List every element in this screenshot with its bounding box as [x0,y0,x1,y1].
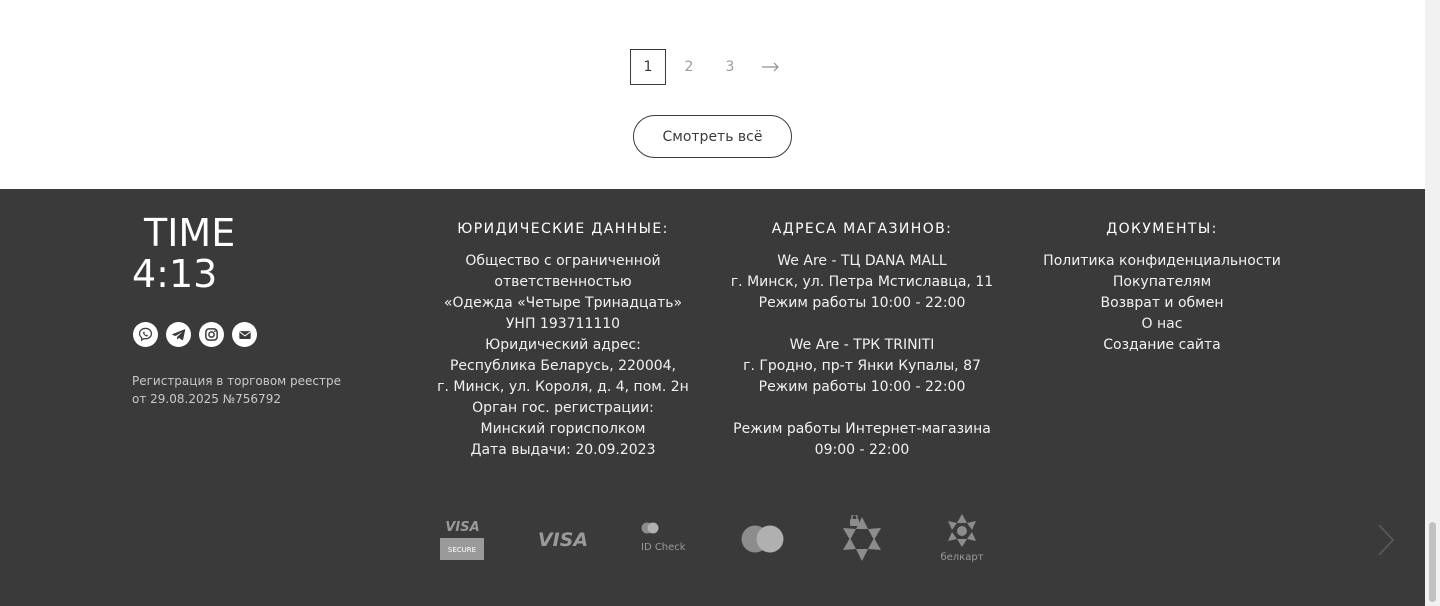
spacer [722,398,1002,419]
store-addresses-column [722,219,1002,461]
documents-column [1032,219,1292,356]
next-page-button[interactable] [753,49,789,85]
page-3-button[interactable]: 3 [725,59,735,75]
page-scrollbar[interactable] [1425,0,1440,606]
legal-line: Юридический адрес: [485,337,641,353]
social-links [133,322,265,347]
legal-line: Общество с ограниченной [465,253,661,269]
carousel-next-button[interactable] [1372,523,1398,561]
legal-line: Минский горисполком [480,421,646,437]
documents-title: ДОКУМЕНТЫ: [1106,221,1218,237]
about-link[interactable]: О нас [1141,316,1183,332]
trade-register-info [132,372,341,408]
store-1-hours: Режим работы 10:00 - 22:00 [758,295,966,311]
viber-icon [138,327,153,342]
legal-line: УНП 193711110 [505,316,621,332]
store-2-name: We Are - ТРК TRINITI [789,337,935,353]
legal-line: ответственностью [494,274,632,290]
email-link[interactable] [232,322,257,347]
chevron-right-icon [1372,523,1398,557]
products-pagination-area [0,0,1425,189]
legal-line: г. Минск, ул. Короля, д. 4, пом. 2н [437,379,689,395]
trade-register-line: Регистрация в торговом реестре [132,374,342,388]
belkart-secure-logo [838,514,886,564]
site-footer [0,189,1425,606]
site-creation-link[interactable]: Создание сайта [1103,337,1221,353]
belkart-text: белкарт [940,552,984,563]
store-2-address: г. Гродно, пр-т Янки Купалы, 87 [743,358,981,374]
trade-register-line: от 29.08.2025 №756792 [132,392,281,406]
brand-logo[interactable] [132,215,257,293]
visa-secure-logo [440,514,485,564]
id-check-text: ID Check [641,542,686,553]
page-1-button[interactable]: 1 [630,49,666,85]
online-store-hours-label: Режим работы Интернет-магазина [733,421,991,437]
store-1-name: We Are - ТЦ DANA MALL [777,253,947,269]
legal-info-column [432,219,694,461]
returns-link[interactable]: Возврат и обмен [1100,295,1224,311]
visa-text: VISA [538,529,588,551]
spacer [722,314,1002,335]
online-store-hours: 09:00 - 22:00 [814,442,910,458]
logo-line-2: 4:13 [132,252,218,293]
visa-secure-top-text: VISA [445,520,480,535]
logo-line-1: TIME [144,215,236,255]
email-icon [238,328,252,342]
pagination [630,49,789,85]
store-2-hours: Режим работы 10:00 - 22:00 [758,379,966,395]
telegram-icon [171,327,186,342]
legal-line: Республика Беларусь, 220004, [449,358,677,374]
for-customers-link[interactable]: Покупателям [1112,274,1212,290]
legal-line: «Одежда «Четыре Тринадцать» [443,295,683,311]
arrow-right-icon [762,62,780,72]
store-1-address: г. Минск, ул. Петра Мстиславца, 11 [730,274,994,290]
scrollbar-thumb[interactable] [1429,522,1436,602]
legal-line: Дата выдачи: 20.09.2023 [470,442,656,458]
mastercard-logo [738,514,788,564]
mastercard-id-check-logo [638,514,688,564]
belkart-logo [937,514,987,564]
instagram-link[interactable] [199,322,224,347]
instagram-icon [204,327,219,342]
legal-info-title: ЮРИДИЧЕСКИЕ ДАННЫЕ: [457,221,669,237]
privacy-policy-link[interactable]: Политика конфиденциальности [1043,253,1281,269]
view-all-button[interactable]: Смотреть всё [633,115,792,158]
legal-line: Орган гос. регистрации: [472,400,654,416]
visa-logo [538,514,588,564]
page-2-button[interactable]: 2 [684,59,694,75]
visa-secure-bottom-text: SECURE [447,546,477,554]
viber-link[interactable] [133,322,158,347]
store-addresses-title: АДРЕСА МАГАЗИНОВ: [771,221,953,237]
telegram-link[interactable] [166,322,191,347]
